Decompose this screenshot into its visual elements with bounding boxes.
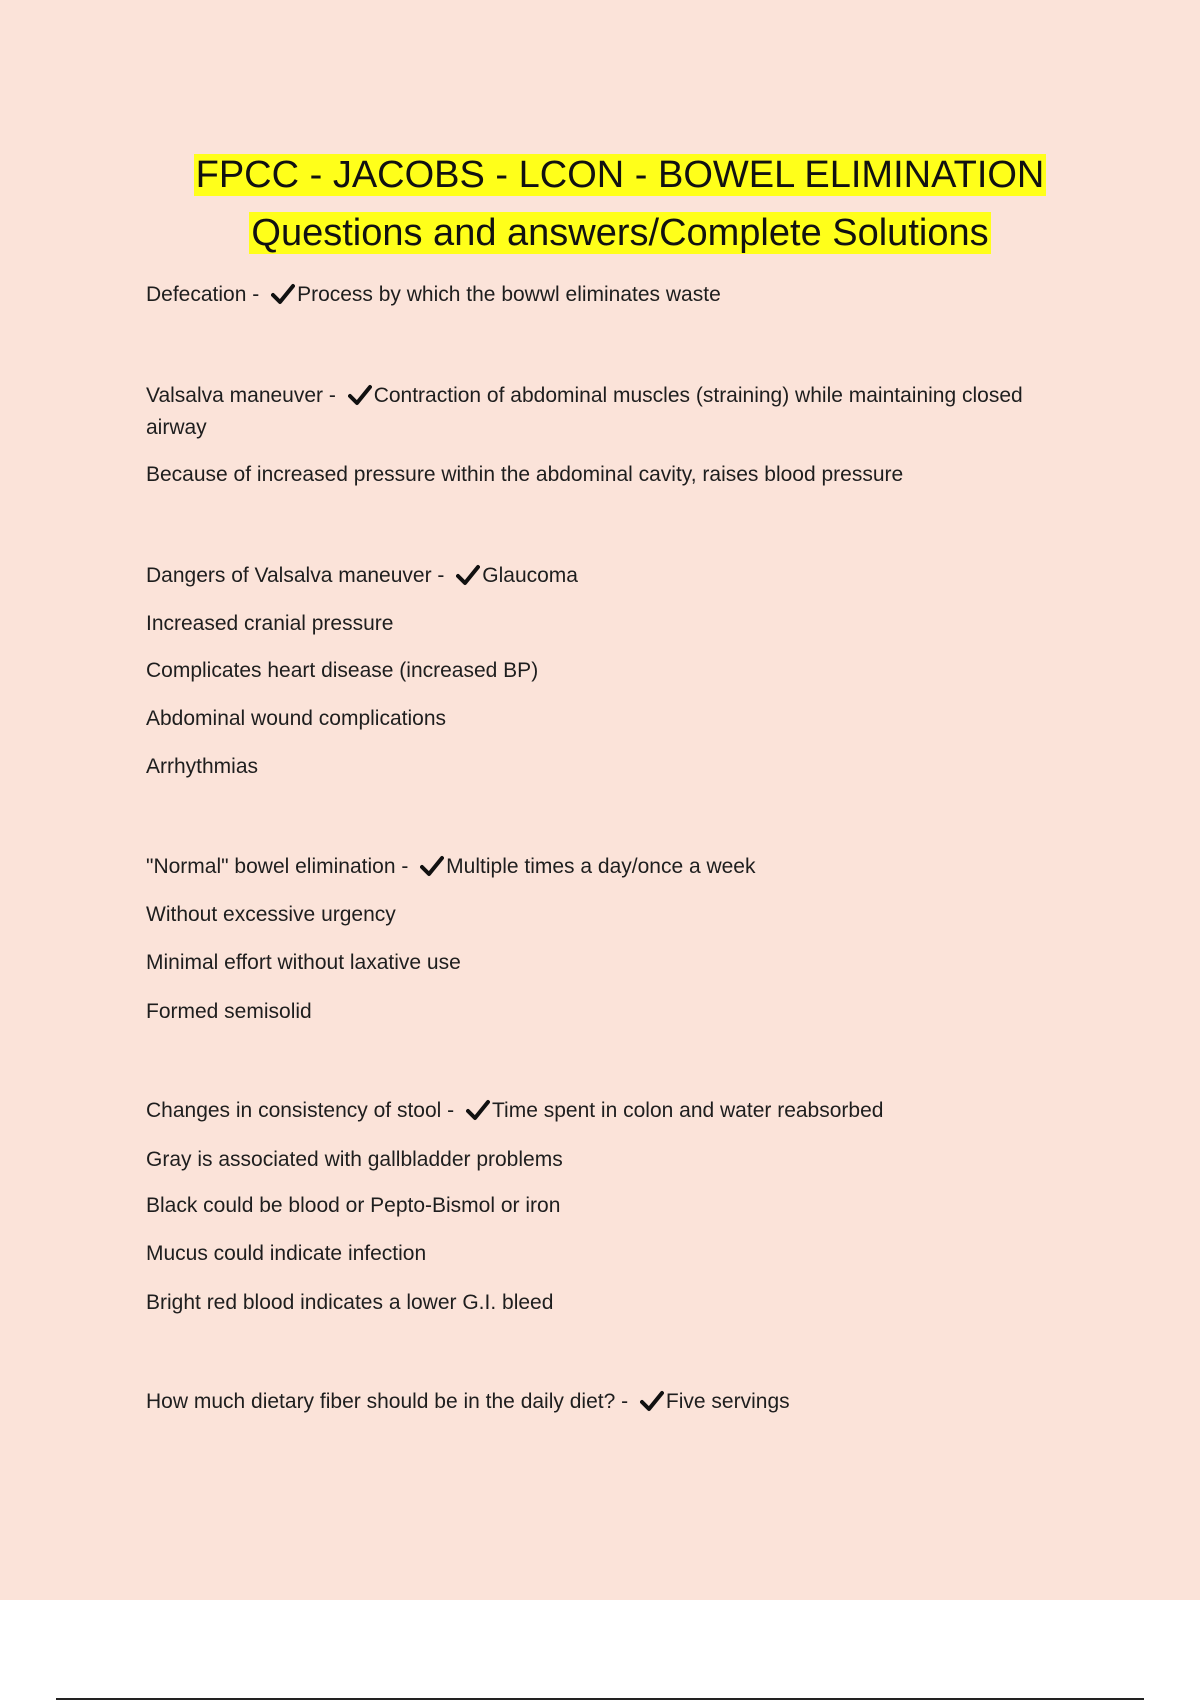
entry-detail: Formed semisolid	[146, 1000, 312, 1023]
entry-detail: Bright red blood indicates a lower G.I. bleed	[146, 1291, 554, 1314]
entry-term: Valsalva maneuver -	[146, 384, 342, 407]
entry-term: Dangers of Valsalva maneuver -	[146, 564, 451, 587]
entry-detail: Black could be blood or Pepto-Bismol or iron	[146, 1194, 561, 1217]
qa-entry-valsalva	[146, 380, 1086, 444]
entry-detail: Minimal effort without laxative use	[146, 951, 461, 974]
entry-answer: Multiple times a day/once a week	[446, 855, 756, 878]
entry-answer: Five servings	[665, 1390, 790, 1413]
entry-answer: Contraction of abdominal muscles (straining) while maintaining closed airway	[146, 384, 1023, 439]
title-line-2: Questions and answers/Complete Solutions	[251, 212, 989, 254]
checkmark-icon	[420, 855, 444, 877]
entry-answer: Glaucoma	[482, 564, 578, 587]
entry-term: Changes in consistency of stool -	[146, 1099, 460, 1122]
entry-term: How much dietary fiber should be in the daily diet? -	[146, 1390, 634, 1413]
entry-detail: Abdominal wound complications	[146, 707, 446, 730]
entry-term: Defecation -	[146, 283, 266, 306]
entry-detail: Complicates heart disease (increased BP)	[146, 659, 539, 682]
entry-term: "Normal" bowel elimination -	[146, 855, 415, 878]
qa-entry-normal-elimination	[146, 851, 756, 883]
entry-answer: Time spent in colon and water reabsorbed	[492, 1099, 884, 1122]
document-title	[0, 146, 1200, 262]
checkmark-icon	[466, 1099, 490, 1121]
checkmark-icon	[271, 283, 295, 305]
checkmark-icon	[348, 384, 372, 406]
entry-detail: Because of increased pressure within the abdominal cavity, raises blood pressure	[146, 463, 904, 486]
entry-detail: Without excessive urgency	[146, 903, 396, 926]
qa-entry-dietary-fiber	[146, 1386, 790, 1418]
qa-entry-defecation	[146, 279, 721, 311]
title-line-1: FPCC - JACOBS - LCON - BOWEL ELIMINATION	[195, 154, 1045, 196]
entry-detail: Increased cranial pressure	[146, 612, 394, 635]
qa-entry-stool-consistency	[146, 1095, 883, 1127]
checkmark-icon	[456, 564, 480, 586]
entry-detail: Mucus could indicate infection	[146, 1242, 427, 1265]
entry-detail: Gray is associated with gallbladder problems	[146, 1148, 563, 1171]
qa-entry-valsalva-dangers	[146, 560, 578, 592]
entry-detail: Arrhythmias	[146, 755, 259, 778]
checkmark-icon	[640, 1390, 664, 1412]
entry-answer: Process by which the bowwl eliminates waste	[297, 283, 721, 306]
